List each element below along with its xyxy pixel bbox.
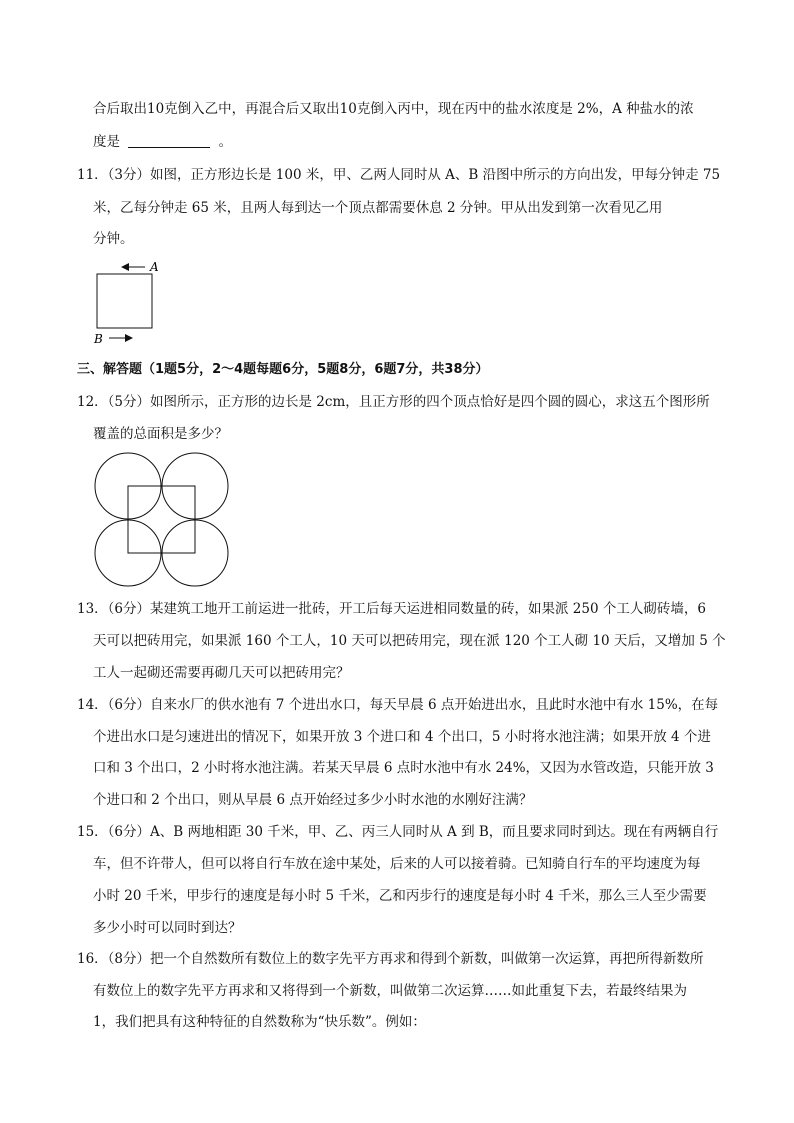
p15-line-2: 车，但不许带人，但可以将自行车放在途中某处，后来的人可以接着骑。已知骑自行车的平均速度为每 bbox=[93, 856, 701, 872]
p10-answer-blank bbox=[128, 133, 210, 148]
p10-answer-suffix: 。 bbox=[218, 134, 233, 150]
p10-answer-prefix: 度是 bbox=[93, 134, 120, 150]
p14-line-1: 14．（6分）自来水厂的供水池有 7 个进出水口，每天早晨 6 点开始进出水，且此时水池中有水 15%，在每 bbox=[77, 697, 719, 713]
p12-line-2: 覆盖的总面积是多少？ bbox=[93, 426, 228, 442]
p11-line-3: 分钟。 bbox=[93, 231, 134, 247]
label-b: B bbox=[94, 332, 103, 346]
p13-line-2: 天可以把砖用完，如果派 160 个工人，10 天可以把砖用完，现在派 120 个工人砌 10 天后，又增加 5 个 bbox=[93, 633, 726, 649]
p16-line-3: 1，我们把具有这种特征的自然数称为“快乐数”。例如： bbox=[93, 1014, 426, 1030]
p11-line-2: 米，乙每分钟走 65 米，且两人每到达一个顶点都需要休息 2 分钟。甲从出发到第一次看见乙用 bbox=[93, 200, 663, 216]
p13-line-1: 13．（6分）某建筑工地开工前运进一批砖，开工后每天运进相同数量的砖，如果派 250 个工人砌砖墙，6 bbox=[77, 601, 706, 617]
p16-line-1: 16．（8分）把一个自然数所有数位上的数字先平方再求和得到个新数，叫做第一次运算，再把所得新数所 bbox=[77, 951, 704, 967]
center-square bbox=[128, 486, 195, 553]
circles-square-figure bbox=[90, 450, 230, 590]
p15-line-1: 15．（6分）A、B 两地相距 30 千米，甲、乙、丙三人同时从 A 到 B，而且要求同时到达。现在有两辆自行 bbox=[77, 824, 719, 840]
p12-line-1: 12．（5分）如图所示，正方形的边长是 2cm，且正方形的四个顶点恰好是四个圆的圆心，求这五个图形所 bbox=[77, 394, 710, 410]
square-path-figure bbox=[88, 256, 178, 348]
p16-line-2: 有数位上的数字先平方再求和又将得到一个新数，叫做第二次运算……如此重复下去，若最终结果为 bbox=[93, 983, 687, 999]
square-shape bbox=[97, 274, 152, 328]
p15-line-3: 小时 20 千米，甲步行的速度是每小时 5 千米，乙和丙步行的速度是每小时 4 千米，那么三人至少需要 bbox=[93, 888, 707, 904]
p14-line-3: 口和 3 个出口，2 小时将水池注满。若某天早晨 6 点时水池中有水 24%，又因为水管改造，只能开放 3 bbox=[93, 760, 714, 776]
p13-line-3: 工人一起砌还需要再砌几天可以把砖用完？ bbox=[93, 665, 350, 681]
p15-line-4: 多少小时可以同时到达？ bbox=[93, 920, 242, 936]
p11-line-1: 11．（3分）如图，正方形边长是 100 米，甲、乙两人同时从 A、B 沿图中所示的方向出发，甲每分钟走 75 bbox=[77, 167, 721, 183]
label-a: A bbox=[150, 260, 159, 274]
p10-line-1: 合后取出10克倒入乙中，再混合后又取出10克倒入丙中，现在丙中的盐水浓度是 2%，A 种盐水的浓 bbox=[93, 101, 694, 117]
section-3-heading: 三、解答题（1题5分，2～4题每题6分，5题8分，6题7分，共38分） bbox=[77, 362, 489, 377]
p14-line-2: 个进出水口是匀速进出的情况下，如果开放 3 个进口和 4 个出口，5 小时将水池注满；如果开放 4 个进 bbox=[93, 729, 711, 745]
p10-line-2 bbox=[93, 133, 232, 151]
p14-line-4: 个进口和 2 个出口，则从早晨 6 点开始经过多少小时水池的水刚好注满？ bbox=[93, 792, 533, 808]
